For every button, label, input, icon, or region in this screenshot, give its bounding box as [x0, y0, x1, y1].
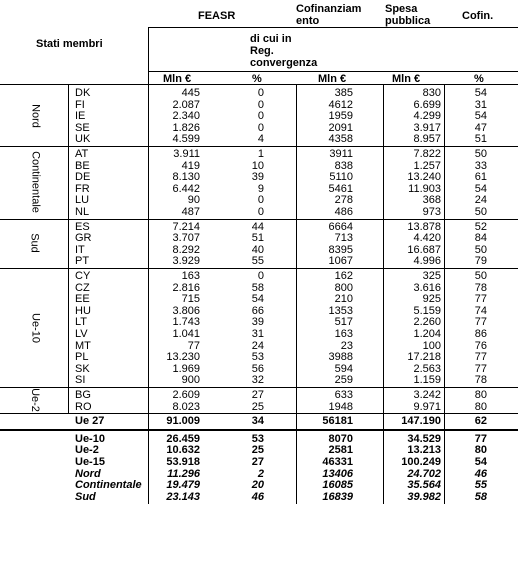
cell-cofin: 486 [334, 206, 353, 218]
cell-code: Ue-10 [75, 432, 105, 445]
cell-spesa: 2.260 [413, 316, 441, 329]
cell-conv: 31 [251, 328, 264, 340]
cell-pct: 54 [474, 87, 487, 99]
cell-spesa: 2.563 [413, 362, 441, 375]
cell-cofin: 594 [334, 362, 353, 375]
group-label: Nord [29, 103, 41, 128]
cell-spesa: 11.903 [408, 182, 441, 195]
cell-spesa: 3.917 [413, 121, 441, 134]
cell-code: Ue-2 [75, 444, 99, 457]
cell-feasr: 2.340 [172, 110, 200, 123]
cell-conv: 66 [251, 304, 264, 317]
cell-cofin: 278 [334, 194, 353, 207]
cell-cofin: 385 [334, 87, 353, 99]
cell-spesa: 1.204 [413, 328, 441, 340]
cell-pct: 58 [474, 490, 487, 503]
cell-code: IT [75, 243, 85, 256]
group-rule [0, 387, 518, 388]
cell-code: FR [75, 182, 90, 195]
cell-pct: 80 [474, 444, 487, 457]
cell-spesa: 34.529 [407, 432, 441, 445]
cell-cofin: 4612 [328, 98, 353, 111]
cell-spesa: 5.159 [413, 304, 441, 317]
cell-spesa: 4.420 [413, 232, 441, 245]
cell-pct: 80 [474, 400, 487, 413]
cell-feasr: 6.442 [172, 182, 200, 195]
cell-cofin: 16085 [322, 479, 353, 492]
cell-conv: 56 [251, 362, 264, 375]
cell-cofin: 4358 [328, 133, 353, 146]
cell-pct: 79 [474, 255, 487, 268]
cell-conv: 44 [251, 220, 264, 233]
header-rule [148, 71, 518, 72]
cell-conv: 27 [251, 456, 264, 468]
cell-cofin: 8395 [328, 243, 353, 256]
cell-pct: 76 [474, 339, 487, 352]
unit-mln-feasr: Mln € [163, 73, 192, 85]
cell-spesa: 830 [422, 87, 441, 99]
group-rule [0, 268, 518, 269]
cell-conv: 55 [251, 255, 264, 268]
cell-cofin: 13406 [322, 467, 353, 480]
cell-conv: 34 [251, 415, 264, 428]
cell-conv: 40 [251, 243, 264, 256]
cell-conv: 0 [257, 206, 264, 218]
header-di-cui-line1: di cui in [250, 33, 292, 45]
cell-cofin: 23 [340, 339, 353, 352]
cell-code: Continentale [75, 479, 142, 492]
cell-code: IE [75, 110, 86, 123]
cell-code: FI [75, 98, 85, 111]
cell-pct: 47 [474, 121, 487, 134]
cell-conv: 54 [251, 293, 264, 306]
cell-cofin: 800 [334, 281, 353, 294]
cell-conv: 25 [251, 444, 264, 457]
cell-pct: 52 [474, 220, 487, 233]
cell-feasr: 8.292 [172, 243, 200, 256]
cell-pct: 55 [474, 479, 487, 492]
cell-code: PT [75, 255, 90, 268]
cell-feasr: 3.911 [173, 148, 200, 160]
cell-feasr: 90 [187, 194, 200, 207]
cell-conv: 0 [257, 87, 264, 99]
cell-code: EE [75, 293, 90, 306]
cell-spesa: 147.190 [401, 415, 441, 428]
cell-pct: 24 [474, 194, 487, 207]
group-label: Ue-2 [29, 388, 41, 413]
cell-code: BG [75, 389, 91, 401]
header-feasr: FEASR [198, 10, 236, 22]
cell-cofin: 633 [334, 389, 353, 401]
cell-feasr: 163 [181, 270, 200, 282]
cell-conv: 0 [257, 194, 264, 207]
cell-pct: 54 [474, 110, 487, 123]
cell-pct: 50 [474, 270, 487, 282]
cell-cofin: 838 [334, 159, 353, 172]
header-column-rule [148, 27, 149, 84]
cell-cofin: 1959 [328, 110, 353, 123]
cell-spesa: 973 [422, 206, 441, 218]
cell-pct: 74 [474, 304, 487, 317]
cell-code: Nord [75, 467, 101, 480]
cell-code: GR [75, 232, 92, 245]
cell-cofin: 1353 [328, 304, 353, 317]
cell-code: HU [75, 304, 91, 317]
header-rule [0, 84, 518, 85]
cell-code: CY [75, 270, 91, 282]
group-rule [0, 219, 518, 220]
cell-feasr: 900 [181, 374, 200, 387]
total-rule [0, 429, 518, 431]
cell-conv: 51 [251, 232, 264, 245]
cell-feasr: 4.599 [172, 133, 200, 146]
cell-spesa: 1.159 [413, 374, 441, 387]
cell-spesa: 925 [422, 293, 441, 306]
group-divider [68, 219, 69, 268]
header-di-cui-line3: convergenza [250, 57, 318, 69]
group-label: Sud [28, 233, 41, 254]
cell-cofin: 3988 [328, 351, 353, 364]
cell-pct: 51 [474, 133, 487, 146]
cell-cofin: 5110 [329, 171, 353, 184]
unit-pct-conv: % [252, 73, 262, 85]
cell-pct: 31 [474, 98, 487, 111]
cell-feasr: 7.214 [172, 220, 200, 233]
cell-pct: 46 [474, 467, 487, 480]
cell-cofin: 5461 [328, 182, 353, 195]
group-rule [0, 146, 518, 147]
cell-conv: 27 [251, 389, 264, 401]
cell-conv: 53 [251, 351, 264, 364]
cell-feasr: 77 [187, 339, 200, 352]
table-column-rule [148, 84, 149, 504]
cell-conv: 25 [251, 400, 264, 413]
cell-spesa: 39.982 [407, 490, 441, 503]
cell-cofin: 259 [334, 374, 353, 387]
header-spesa-line1: Spesa [385, 3, 418, 15]
cell-feasr: 1.743 [172, 316, 200, 329]
cell-feasr: 91.009 [166, 415, 200, 428]
cell-spesa: 368 [422, 194, 441, 207]
cell-spesa: 13.878 [407, 220, 441, 233]
cell-cofin: 162 [334, 270, 353, 282]
cell-cofin: 2581 [328, 444, 353, 457]
cell-feasr: 2.087 [172, 98, 200, 111]
cell-pct: 54 [474, 456, 487, 468]
cell-spesa: 1.257 [413, 159, 441, 172]
cell-cofin: 713 [334, 232, 353, 245]
cell-pct: 77 [474, 432, 487, 445]
cell-feasr: 23.143 [166, 490, 200, 503]
cell-spesa: 16.687 [407, 243, 441, 256]
cell-spesa: 13.240 [407, 171, 441, 184]
table-column-rule [383, 84, 384, 504]
cell-pct: 54 [474, 182, 487, 195]
cell-pct: 50 [474, 206, 487, 218]
cell-cofin: 1067 [328, 255, 353, 268]
cell-conv: 0 [257, 110, 264, 123]
cell-conv: 0 [257, 121, 264, 134]
cell-feasr: 19.479 [166, 479, 200, 492]
cell-pct: 78 [474, 281, 487, 294]
cell-feasr: 419 [181, 159, 200, 172]
cell-conv: 46 [251, 490, 264, 503]
cell-conv: 4 [257, 133, 264, 146]
cell-cofin: 8070 [328, 432, 353, 445]
cell-feasr: 8.130 [172, 171, 200, 184]
cell-spesa: 35.564 [407, 479, 441, 492]
cell-cofin: 3911 [329, 148, 353, 160]
cell-feasr: 2.816 [172, 281, 200, 294]
cell-feasr: 3.806 [172, 304, 200, 317]
cell-pct: 33 [474, 159, 487, 172]
cell-spesa: 325 [422, 270, 441, 282]
cell-code: SI [75, 374, 86, 387]
cell-code: CZ [75, 281, 90, 294]
cell-spesa: 6.699 [413, 98, 441, 111]
cell-cofin: 6664 [328, 220, 353, 233]
cell-code: UK [75, 133, 91, 146]
cell-conv: 20 [251, 479, 264, 492]
cell-cofin: 2091 [328, 121, 353, 134]
cell-conv: 0 [257, 270, 264, 282]
cell-feasr: 8.023 [172, 400, 200, 413]
table-column-rule [444, 84, 445, 504]
cell-code: RO [75, 400, 92, 413]
cell-code: LV [75, 328, 88, 340]
cell-spesa: 3.616 [413, 281, 441, 294]
cell-spesa: 4.996 [413, 255, 441, 268]
header-cofin-line2: ento [296, 15, 320, 27]
cell-code: AT [75, 148, 89, 160]
cell-pct: 80 [474, 389, 487, 401]
cell-feasr: 2.609 [172, 389, 200, 401]
cell-pct: 61 [474, 171, 487, 184]
cell-pct: 62 [474, 415, 487, 428]
cell-feasr: 11.296 [167, 467, 200, 480]
cell-cofin: 517 [334, 316, 353, 329]
cell-code: LT [75, 316, 88, 329]
group-label: Continentale [29, 151, 41, 214]
cell-code: PL [75, 351, 89, 364]
group-divider [68, 85, 69, 146]
cell-spesa: 7.822 [413, 148, 441, 160]
cell-conv: 39 [251, 171, 264, 184]
cell-conv: 10 [251, 159, 264, 172]
cell-code: NL [75, 206, 90, 218]
cell-pct: 50 [474, 243, 487, 256]
header-spesa-line2: pubblica [385, 15, 431, 27]
unit-mln-spesa: Mln € [392, 73, 421, 85]
cell-feasr: 53.918 [166, 456, 200, 468]
group-rule [0, 413, 518, 414]
cell-cofin: 1948 [328, 400, 353, 413]
cell-spesa: 13.213 [407, 444, 441, 457]
cell-conv: 1 [257, 148, 264, 160]
cell-spesa: 3.242 [413, 389, 441, 401]
cell-code: SK [75, 362, 90, 375]
cell-conv: 2 [257, 467, 264, 480]
header-stati-membri: Stati membri [36, 38, 103, 50]
cell-spesa: 8.957 [413, 133, 441, 146]
cell-cofin: 210 [334, 293, 353, 306]
cell-feasr: 1.041 [172, 328, 200, 340]
cell-conv: 58 [251, 281, 264, 294]
group-divider [68, 268, 69, 387]
cell-feasr: 26.459 [166, 432, 200, 445]
cell-code: ES [75, 220, 90, 233]
cell-pct: 84 [474, 232, 487, 245]
cell-spesa: 24.702 [407, 467, 441, 480]
cell-feasr: 715 [181, 293, 200, 306]
cell-pct: 77 [474, 362, 487, 375]
cell-code: MT [75, 339, 91, 352]
cell-spesa: 9.971 [413, 400, 441, 413]
group-divider [68, 146, 69, 219]
cell-conv: 24 [251, 339, 264, 352]
cell-code: BE [75, 159, 90, 172]
cell-code: Ue-15 [75, 456, 105, 468]
cell-conv: 53 [251, 432, 264, 445]
cell-code: LU [75, 194, 90, 207]
cell-code: Ue 27 [75, 415, 105, 428]
cell-conv: 9 [257, 182, 264, 195]
cell-code: SE [75, 121, 90, 134]
cell-feasr: 3.707 [172, 232, 200, 245]
cell-feasr: 487 [181, 206, 200, 218]
cell-conv: 39 [251, 316, 264, 329]
table-column-rule [296, 84, 297, 504]
cell-spesa: 100.249 [401, 456, 441, 468]
unit-mln-cofin: Mln € [318, 73, 347, 85]
cell-cofin: 163 [334, 328, 353, 340]
header-cofin-line1: Cofinanziam [296, 3, 362, 15]
cell-cofin: 46331 [322, 456, 353, 468]
group-divider [68, 387, 69, 413]
cell-conv: 32 [251, 374, 264, 387]
header-rule [148, 27, 518, 28]
cell-feasr: 10.632 [166, 444, 200, 457]
cell-code: DK [75, 87, 91, 99]
cell-pct: 77 [474, 293, 487, 306]
unit-pct-cofin: % [474, 73, 484, 85]
header-cofin-pct: Cofin. [462, 10, 494, 22]
group-label: Ue-10 [29, 312, 41, 343]
cell-cofin: 56181 [322, 415, 353, 428]
cell-pct: 78 [474, 374, 487, 387]
cell-feasr: 3.929 [172, 255, 200, 268]
cell-code: DE [75, 171, 91, 184]
cell-code: Sud [75, 490, 96, 503]
cell-pct: 77 [474, 316, 487, 329]
cell-pct: 77 [474, 351, 487, 364]
header-di-cui-line2: Reg. [250, 45, 274, 57]
cell-pct: 50 [474, 148, 487, 160]
cell-feasr: 1.969 [172, 362, 200, 375]
cell-spesa: 100 [422, 339, 441, 352]
cell-pct: 86 [474, 328, 487, 340]
cell-feasr: 1.826 [172, 121, 200, 134]
cell-conv: 0 [257, 98, 264, 111]
cell-feasr: 445 [181, 87, 200, 99]
cell-spesa: 4.299 [413, 110, 441, 123]
cell-spesa: 17.218 [407, 351, 441, 364]
cell-cofin: 16839 [322, 490, 353, 503]
cell-feasr: 13.230 [166, 351, 200, 364]
